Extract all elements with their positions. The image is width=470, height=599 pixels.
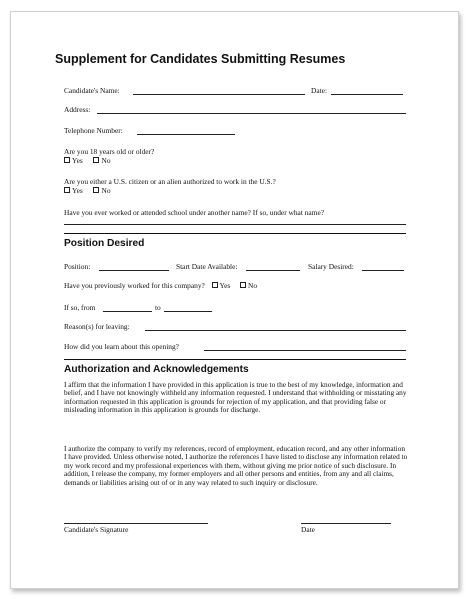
citizen-no-checkbox[interactable] [93, 187, 99, 193]
form-title: Supplement for Candidates Submitting Resumes [55, 52, 346, 66]
candidate-name-field[interactable] [133, 94, 305, 95]
previous-yes-label: Yes [219, 281, 231, 290]
previous-no-label: No [248, 281, 258, 290]
age-no-label: No [101, 156, 111, 165]
salary-label: Salary Desired: [308, 262, 354, 271]
citizen-options [64, 186, 111, 195]
section-divider [64, 359, 406, 360]
learn-field[interactable] [204, 350, 406, 351]
start-date-label: Start Date Available: [176, 262, 238, 271]
citizen-no-label: No [101, 186, 111, 195]
age-yes-checkbox[interactable] [64, 157, 70, 163]
from-field[interactable] [103, 311, 152, 312]
reasons-field[interactable] [145, 330, 406, 331]
citizen-yes-label: Yes [72, 186, 83, 195]
previous-work-question [64, 281, 257, 290]
previous-no-checkbox[interactable] [240, 282, 246, 288]
if-so-from-label: If so, from [64, 303, 96, 312]
previous-yes-checkbox[interactable] [212, 282, 218, 288]
auth-paragraph-2: I authorize the company to verify my references, record of employment, education record, and any other information I have provided. Unless otherwise noted, I authorize the references I have listed to disclose any information related to my work record and my professional experiences with them, without giving me prior notice of such disclosure. In addition, I release the company, my former employers and all other persons and entities, from any and all claims, demands or liabilities arising out of or in any way related to such inquiry or disclosure. [64, 444, 408, 487]
salary-field[interactable] [362, 270, 404, 271]
position-heading: Position Desired [64, 238, 145, 249]
previous-work-text: Have you previously worked for this company? [64, 281, 205, 290]
learn-question: How did you learn about this opening? [64, 342, 179, 351]
position-label: Position: [64, 262, 91, 271]
other-name-field[interactable] [64, 224, 406, 225]
citizen-question: Are you either a U.S. citizen or an alien authorized to work in the U.S.? [64, 177, 276, 186]
age-question: Are you 18 years old or older? [64, 147, 155, 156]
signature-date-field[interactable] [301, 523, 391, 524]
reasons-label: Reason(s) for leaving: [64, 322, 130, 331]
age-options [64, 156, 111, 165]
address-label: Address: [64, 105, 91, 114]
signature-date-label: Date [301, 525, 315, 534]
to-label: to [155, 303, 161, 312]
form-page [10, 11, 459, 589]
position-field[interactable] [99, 270, 169, 271]
citizen-yes-checkbox[interactable] [64, 187, 70, 193]
section-divider [64, 233, 406, 234]
to-field[interactable] [164, 311, 212, 312]
telephone-label: Telephone Number: [64, 126, 123, 135]
auth-paragraph-1: I affirm that the information I have provided in this application is true to the best of my knowledge, information and belief, and I have not knowingly withheld any information requested. I understand that withholding or misstating any information requested in this application is grounds for rejection of my application, and that providing false or misleading information in this application is grounds for discharge. [64, 380, 407, 415]
signature-field[interactable] [64, 523, 208, 524]
date-field[interactable] [331, 94, 403, 95]
age-no-checkbox[interactable] [93, 157, 99, 163]
signature-label: Candidate's Signature [64, 525, 129, 534]
telephone-field[interactable] [137, 134, 235, 135]
auth-heading: Authorization and Acknowledgements [64, 364, 249, 375]
other-name-question: Have you ever worked or attended school under another name? If so, under what name? [64, 208, 325, 217]
date-label: Date: [311, 86, 328, 95]
start-date-field[interactable] [246, 270, 300, 271]
address-field[interactable] [97, 113, 406, 114]
age-yes-label: Yes [72, 156, 83, 165]
candidate-name-label: Candidate's Name: [64, 86, 120, 95]
